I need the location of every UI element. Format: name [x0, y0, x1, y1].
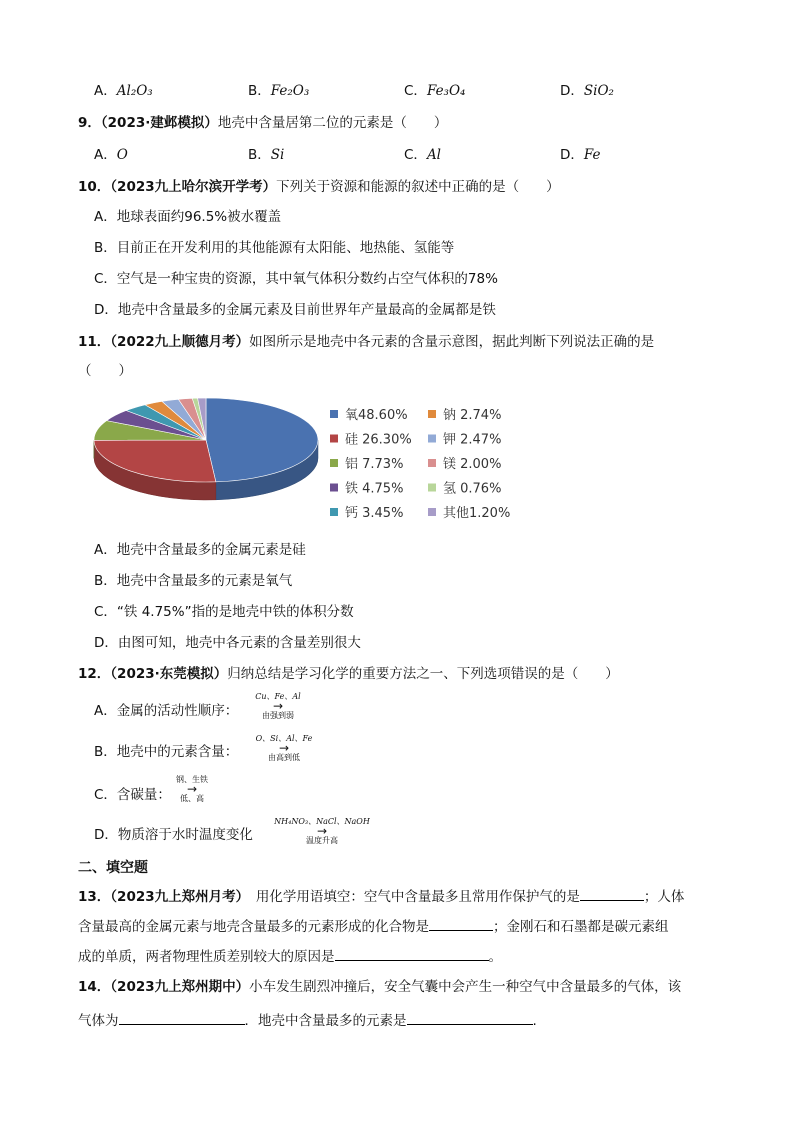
- legend-label: 铁 4.75%: [345, 481, 404, 497]
- question-13-line-1: [78, 886, 684, 906]
- q11-option-a: A．地壳中含量最多的金属元素是硅: [94, 542, 306, 558]
- q9-option-b: [248, 146, 284, 164]
- question-11-paren: （ ）: [78, 363, 132, 379]
- arrow-bottom-text: 低、高: [180, 794, 204, 803]
- q12-option-c: C．含碳量：: [94, 787, 171, 803]
- chart-legend: [330, 407, 510, 521]
- legend-label: 氧48.60%: [345, 408, 408, 423]
- q12-b-arrow-notation: [248, 734, 320, 763]
- question-text: 归纳总结是学习化学的重要方法之一、下列选项错误的是（ ）: [227, 666, 619, 682]
- legend-swatch: [330, 459, 338, 467]
- legend-swatch: [428, 484, 436, 492]
- legend-label: 钙 3.45%: [345, 506, 404, 521]
- question-text: 如图所示是地壳中各元素的含量示意图，据此判断下列说法正确的是: [249, 334, 655, 350]
- q11-option-b: B．地壳中含量最多的元素是氧气: [94, 573, 293, 589]
- legend-swatch: [330, 435, 338, 443]
- q10-option-b: B．目前正在开发利用的其他能源有太阳能、地热能、氢能等: [94, 240, 455, 256]
- option-formula: Al: [426, 147, 442, 163]
- q9-option-a: [94, 146, 128, 164]
- legend-swatch: [428, 435, 436, 443]
- question-text: 。: [488, 949, 502, 965]
- arrow-bottom-text: 温度升高: [306, 836, 338, 845]
- question-source: （2023·东莞模拟）: [110, 666, 228, 682]
- option-label: D．: [560, 83, 584, 99]
- question-text: ；金刚石和石墨都是碳元素组: [493, 919, 669, 935]
- question-source: （2023九上郑州期中）: [110, 979, 250, 995]
- answer-blank[interactable]: [119, 1010, 245, 1025]
- q8-option-b: [248, 82, 309, 100]
- q11-option-d: D．由图可知，地壳中各元素的含量差别很大: [94, 635, 361, 651]
- option-formula: Si: [270, 147, 285, 163]
- question-number: 9．: [78, 115, 101, 131]
- question-source: （2023九上郑州月考）: [110, 889, 243, 905]
- q12-option-d: D．物质溶于水时温度变化: [94, 827, 253, 843]
- question-12: [78, 665, 619, 683]
- option-label: B．: [248, 147, 271, 163]
- option-formula: O: [116, 147, 128, 163]
- q12-option-a: A．金属的活动性顺序：: [94, 703, 239, 719]
- arrow-top-text: Cu、Fe、Al: [255, 692, 301, 701]
- option-label: C．: [404, 147, 427, 163]
- question-text: 用化学用语填空：空气中含量最多且常用作保护气的是: [242, 889, 580, 905]
- question-number: 10．: [78, 179, 111, 195]
- legend-label: 钾 2.47%: [443, 432, 502, 448]
- question-13-line-2: [78, 916, 669, 936]
- legend-label: 硅 26.30%: [345, 432, 412, 448]
- question-number: 11．: [78, 334, 111, 350]
- answer-blank[interactable]: [335, 946, 489, 961]
- arrow-bottom-text: 由强到弱: [262, 711, 294, 720]
- question-13-line-3: [78, 946, 502, 966]
- answer-blank[interactable]: [407, 1010, 533, 1025]
- question-number: 13．: [78, 889, 111, 905]
- q9-option-d: [560, 146, 601, 164]
- option-label: B．: [248, 83, 271, 99]
- question-text: 成的单质，两者物理性质差别较大的原因是: [78, 949, 335, 965]
- legend-swatch: [330, 410, 338, 418]
- question-text: 地壳中含量居第二位的元素是（ ）: [217, 115, 448, 131]
- question-text: ；人体: [643, 889, 685, 905]
- pie-top-layer: [94, 398, 318, 482]
- question-number: 12．: [78, 666, 111, 682]
- question-11: [78, 333, 654, 351]
- question-text: ．地壳中含量最多的元素是: [244, 1013, 407, 1029]
- q8-option-c: [404, 82, 465, 100]
- question-text: 下列关于资源和能源的叙述中正确的是（ ）: [276, 179, 560, 195]
- question-14-line-1: [78, 978, 681, 996]
- legend-label: 氢 0.76%: [443, 481, 502, 497]
- question-14-line-2: [78, 1010, 537, 1030]
- option-formula: SiO₂: [583, 83, 614, 99]
- q10-option-a: A．地球表面约96.5%被水覆盖: [94, 209, 282, 225]
- answer-blank[interactable]: [580, 886, 644, 901]
- question-source: （2023九上哈尔滨开学考）: [110, 179, 277, 195]
- answer-blank[interactable]: [429, 916, 493, 931]
- section-title: 二、填空题: [78, 860, 148, 876]
- arrow-icon: →: [278, 741, 290, 755]
- legend-label: 铝 7.73%: [345, 457, 404, 472]
- question-text: 小车发生剧烈冲撞后，安全气囊中会产生一种空气中含量最多的气体，该: [249, 979, 682, 995]
- question-number: 14．: [78, 979, 111, 995]
- option-label: C．: [404, 83, 427, 99]
- q12-option-b: B．地壳中的元素含量：: [94, 744, 239, 760]
- legend-swatch: [330, 508, 338, 516]
- option-formula: Fe₃O₄: [426, 83, 466, 99]
- legend-swatch: [428, 508, 436, 516]
- q9-option-c: [404, 146, 441, 164]
- question-10: [78, 178, 560, 196]
- q10-option-c: C．空气是一种宝贵的资源，其中氧气体积分数约占空气体积的78%: [94, 271, 498, 287]
- arrow-icon: →: [186, 782, 198, 796]
- option-label: A．: [94, 83, 117, 99]
- option-formula: Fe: [583, 147, 601, 163]
- arrow-top-text: O、Si、Al、Fe: [255, 734, 313, 743]
- legend-swatch: [428, 410, 436, 418]
- q12-d-arrow-notation: [262, 817, 382, 846]
- option-label: D．: [560, 147, 584, 163]
- q12-a-arrow-notation: [250, 692, 306, 721]
- question-9: [78, 114, 447, 132]
- q12-c-arrow-notation: [172, 775, 212, 804]
- element-content-pie-chart: [88, 388, 528, 536]
- arrow-top-text: NH₄NO₃、NaCl、NaOH: [274, 817, 370, 826]
- arrow-icon: →: [316, 824, 328, 838]
- legend-label: 镁 2.00%: [443, 457, 502, 472]
- question-text: .: [532, 1013, 537, 1029]
- option-formula: Fe₂O₃: [270, 83, 310, 99]
- legend-swatch: [330, 484, 338, 492]
- q11-option-c: C．“铁 4.75%”指的是地壳中铁的体积分数: [94, 604, 354, 620]
- q8-option-a: [94, 82, 153, 100]
- arrow-icon: →: [272, 699, 284, 713]
- arrow-bottom-text: 由高到低: [268, 753, 300, 762]
- question-text: 含量最高的金属元素与地壳含量最多的元素形成的化合物是: [78, 919, 429, 935]
- legend-label: 其他1.20%: [443, 506, 511, 521]
- option-formula: Al₂O₃: [116, 83, 153, 99]
- question-source: （2022九上顺德月考）: [110, 334, 250, 350]
- question-text: 气体为: [78, 1013, 119, 1029]
- q8-option-d: [560, 82, 614, 100]
- option-label: A．: [94, 147, 117, 163]
- legend-swatch: [428, 459, 436, 467]
- arrow-top-text: 钢、生铁: [176, 775, 208, 784]
- legend-label: 钠 2.74%: [443, 408, 502, 423]
- q10-option-d: D．地壳中含量最多的金属元素及目前世界年产量最高的金属都是铁: [94, 302, 496, 318]
- question-source: （2023·建邺模拟）: [100, 115, 218, 131]
